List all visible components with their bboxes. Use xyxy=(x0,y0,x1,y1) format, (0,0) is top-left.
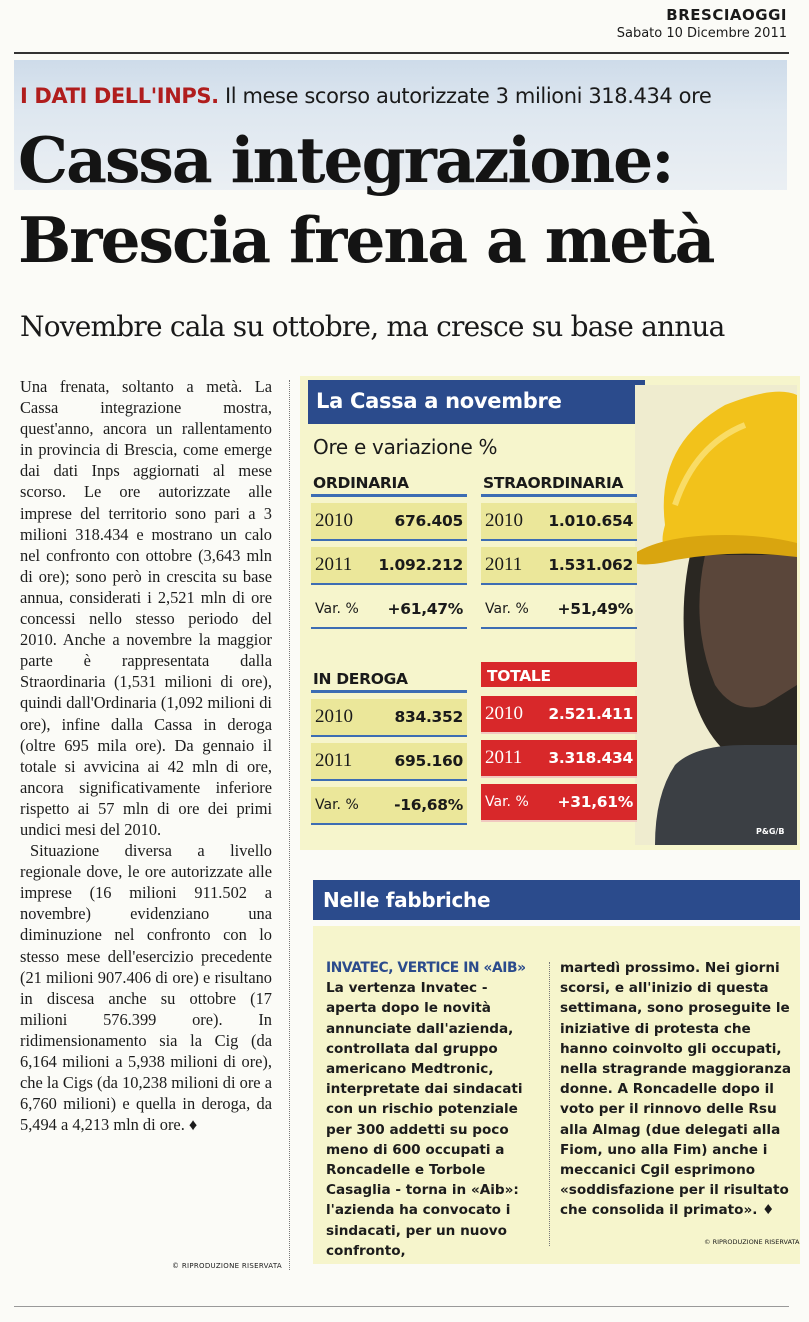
row-variation xyxy=(311,591,467,629)
value-2011: 1.092.212 xyxy=(378,556,463,574)
panel-straordinaria xyxy=(481,469,637,629)
article-paragraph-2: Situazione diversa a livello regionale dove, le ore autorizzate alle imprese (16 milioni 911.502 a novembre) evidenziano una diminuzione nel confronto con lo stesso mese dell'esercizio precedente (21 milioni 907.406 di ore) e risultano in discesa anche su ottobre (17 milioni 576.399 ore). In ridimensionamento sia la Cig (da 6,164 milioni a 5,938 milioni di ore), che la Cigs (da 10,238 milioni di ore a 6,760 milioni) e quella in deroga, da 5,494 a 4,213 mln di ore. ♦ xyxy=(20,841,272,1135)
row-2011 xyxy=(311,743,467,781)
factories-column-divider xyxy=(549,962,550,1246)
panel-in-deroga xyxy=(311,665,467,825)
graphic-credit: P&G/B xyxy=(756,827,785,836)
factories-item-title: INVATEC, VERTICE IN «AIB» xyxy=(326,960,526,976)
infographic-subtitle: Ore e variazione % xyxy=(313,435,498,459)
row-variation xyxy=(481,591,637,629)
column-divider xyxy=(289,380,290,1270)
panel-title: TOTALE xyxy=(481,662,637,690)
row-2010 xyxy=(311,503,467,541)
row-2010 xyxy=(481,503,637,541)
factories-right-text: martedì prossimo. Nei giorni scorsi, e all'inizio di questa settimana, sono proseguite le iniziative di protesta che hanno coinvolto gli occupati, nella stragrande maggioranza donne. A Roncadelle dopo il voto per il rinnovo delle Rsu alla Almag (due delegati alla Fiom, uno alla Fim) anche i meccanici Cgil esprimono «soddisfazione per il risultato che consolida il primato». ♦ xyxy=(560,960,791,1219)
subheadline: Novembre cala su ottobre, ma cresce su base annua xyxy=(20,310,725,343)
kicker xyxy=(20,84,711,108)
top-rule xyxy=(14,52,789,54)
year-label: 2011 xyxy=(485,747,523,768)
factories-copyright: © RIPRODUZIONE RISERVATA xyxy=(704,1238,800,1246)
year-label: 2011 xyxy=(315,750,353,771)
row-2010 xyxy=(311,699,467,737)
value-2011: 1.531.062 xyxy=(548,556,633,574)
panel-title: IN DEROGA xyxy=(311,665,467,693)
masthead xyxy=(617,6,787,41)
panel-title: STRAORDINARIA xyxy=(481,469,637,497)
newspaper-name: BRESCIAOGGI xyxy=(666,6,787,24)
variation-value: +51,49% xyxy=(557,600,633,618)
kicker-strong: I DATI DELL'INPS. xyxy=(20,84,219,108)
variation-value: +31,61% xyxy=(557,793,633,811)
kicker-text: Il mese scorso autorizzate 3 milioni 318.434 ore xyxy=(218,84,712,108)
value-2010: 2.521.411 xyxy=(548,705,633,723)
variation-value: -16,68% xyxy=(394,796,463,814)
value-2011: 695.160 xyxy=(394,752,463,770)
variation-value: +61,47% xyxy=(387,600,463,618)
variation-label: Var. % xyxy=(315,601,359,617)
article-body xyxy=(20,376,272,1135)
year-label: 2011 xyxy=(485,554,523,575)
issue-date: Sabato 10 Dicembre 2011 xyxy=(616,26,787,41)
headline-line-2: Brescia frena a metà xyxy=(18,203,714,277)
variation-label: Var. % xyxy=(485,601,529,617)
value-2010: 1.010.654 xyxy=(548,512,633,530)
factories-left-column xyxy=(326,958,542,1261)
article-copyright: © RIPRODUZIONE RISERVATA xyxy=(172,1262,282,1270)
headline xyxy=(18,120,713,280)
infographic-title: La Cassa a novembre xyxy=(308,380,645,424)
bottom-rule xyxy=(14,1306,789,1307)
year-label: 2010 xyxy=(315,510,353,531)
value-2010: 834.352 xyxy=(394,708,463,726)
value-2011: 3.318.434 xyxy=(548,749,633,767)
row-2011 xyxy=(481,740,637,778)
row-2011 xyxy=(481,547,637,585)
value-2010: 676.405 xyxy=(394,512,463,530)
panel-title: ORDINARIA xyxy=(311,469,467,497)
headline-line-1: Cassa integrazione: xyxy=(18,123,673,197)
row-variation xyxy=(481,784,637,822)
year-label: 2010 xyxy=(485,703,523,724)
year-label: 2010 xyxy=(315,706,353,727)
factories-right-column xyxy=(560,958,794,1221)
factories-left-text: La vertenza Invatec - aperta dopo le novità annunciate dall'azienda, controllata dal gruppo americano Medtronic, interpretate dai sindacati con un rischio potenziale per 300 addetti su poco meno di 600 occupati a Roncadelle e Torbole Casaglia - torna in «Aib»: l'azienda ha convocato i sindacati, per un nuovo confronto, xyxy=(326,980,523,1259)
row-2010 xyxy=(481,696,637,734)
worker-helmet-illustration xyxy=(635,385,797,845)
panel-totale xyxy=(481,662,637,822)
row-2011 xyxy=(311,547,467,585)
article-paragraph-1: Una frenata, soltanto a metà. La Cassa integrazione mostra, quest'anno, ancora un rallentamento in provincia di Brescia, come emerge dai dati Inps aggiornati al mese scorso. Le ore autorizzate alle imprese del territorio sono pari a 3 milioni 318.434 e mostrano un calo nel confronto con ottobre (3,643 mln di ore); sono però in crescita su base annua, considerati i 2,521 mln di ore concessi nello stesso periodo del 2010. Anche a novembre la maggior parte è rappresentata dalla Straordinaria (1,531 milioni di ore), quindi dall'Ordinaria (1,092 milioni di ore), infine dalla Cassa in deroga (oltre 695 mila ore). Da gennaio il totale si avvicina ai 42 mln di ore, ancora significativamente inferiore rispetto ai 57 mln di ore dei primi undici mesi del 2010. xyxy=(20,377,272,839)
year-label: 2011 xyxy=(315,554,353,575)
variation-label: Var. % xyxy=(315,797,359,813)
year-label: 2010 xyxy=(485,510,523,531)
row-variation xyxy=(311,787,467,825)
factories-title: Nelle fabbriche xyxy=(313,880,800,920)
panel-ordinaria xyxy=(311,469,467,629)
variation-label: Var. % xyxy=(485,794,529,810)
